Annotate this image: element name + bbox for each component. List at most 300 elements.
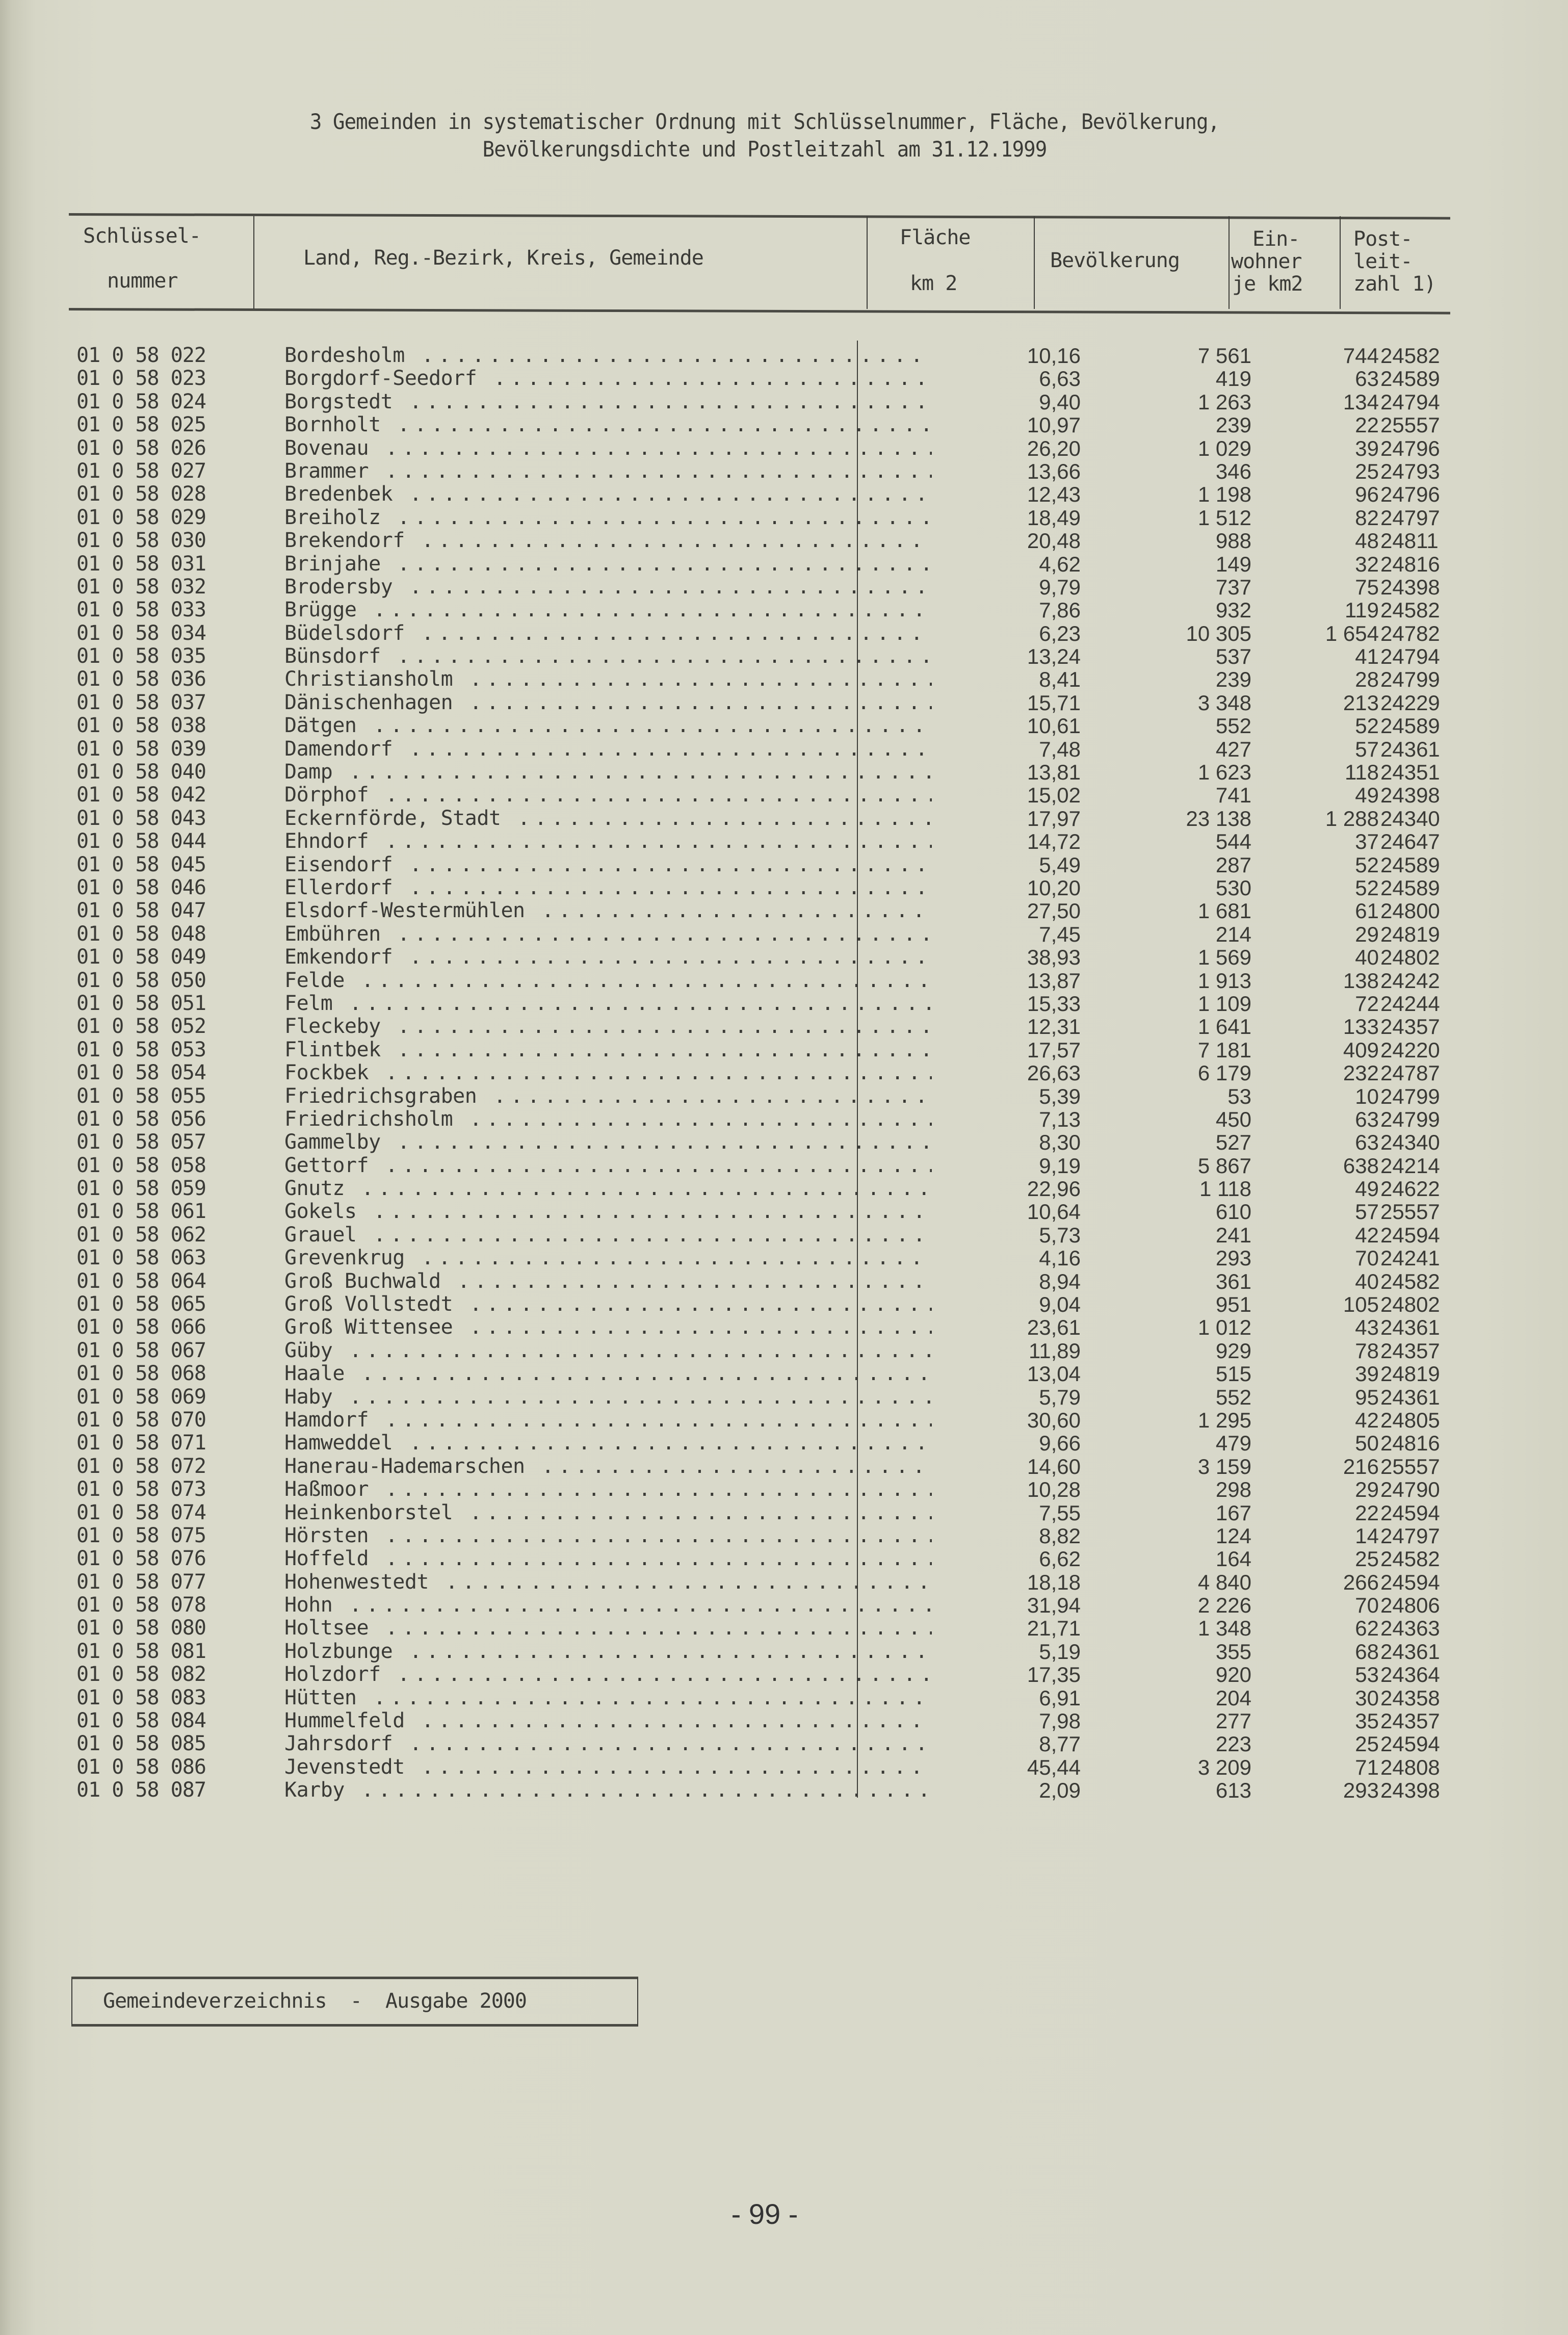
cell-population: 1 681 [1197,899,1251,923]
cell-key: 01 0 58 087 [76,1778,206,1802]
cell-postcode: 24357 [1380,1709,1440,1733]
cell-name: Hamweddel ..... [284,1432,932,1455]
table-header [69,213,1450,310]
cell-name: Hummelfeld ..... [284,1709,932,1732]
table-row [76,946,1453,969]
cell-area: 13,87 [1027,968,1081,993]
cell-population: 3 159 [1197,1454,1251,1478]
cell-density: 49 [1355,1177,1379,1201]
cell-name: Bovenau ..... [284,437,932,460]
cell-area: 22,96 [1027,1177,1081,1201]
footer-box [71,1977,638,2027]
cell-name: Hütten ..... [284,1687,932,1709]
cell-key: 01 0 58 084 [76,1709,206,1733]
table-row [76,1200,1453,1223]
cell-postcode: 24398 [1380,575,1440,599]
cell-name: Dätgen ..... [284,714,932,737]
cell-population: 1 263 [1197,390,1251,414]
cell-key: 01 0 58 071 [76,1431,206,1455]
cell-area: 8,41 [1039,667,1081,692]
cell-area: 5,79 [1039,1385,1081,1409]
cell-area: 12,31 [1027,1015,1081,1039]
cell-postcode: 24589 [1380,852,1440,877]
cell-area: 13,81 [1027,760,1081,785]
cell-postcode: 24819 [1380,1362,1440,1386]
cell-key: 01 0 58 086 [76,1755,206,1779]
cell-area: 7,55 [1039,1500,1081,1525]
cell-name: Jevenstedt ..... [284,1756,932,1779]
cell-area: 7,45 [1039,922,1081,946]
cell-key: 01 0 58 029 [76,505,206,529]
table-row [76,1154,1453,1177]
cell-area: 26,63 [1027,1061,1081,1085]
cell-key: 01 0 58 052 [76,1015,206,1039]
cell-name: Groß Buchwald ..... [284,1270,932,1293]
cell-postcode: 24398 [1380,1778,1440,1803]
cell-key: 01 0 58 024 [76,390,206,413]
table-row [76,1709,1453,1732]
cell-postcode: 24582 [1380,1269,1440,1293]
cell-population: 1 109 [1197,991,1251,1016]
table-row [76,1409,1453,1432]
cell-density: 118 [1345,760,1379,785]
cell-area: 10,20 [1027,875,1081,900]
cell-population: 2 226 [1197,1593,1251,1618]
cell-density: 119 [1345,598,1379,622]
cell-area: 26,20 [1027,436,1081,460]
cell-key: 01 0 58 076 [76,1547,206,1571]
cell-population: 1 569 [1197,945,1251,970]
cell-area: 4,16 [1039,1246,1081,1270]
cell-name: Gettorf ..... [284,1154,932,1177]
cell-postcode: 24794 [1380,644,1440,669]
cell-key: 01 0 58 050 [76,968,206,992]
cell-key: 01 0 58 070 [76,1408,206,1432]
cell-density: 57 [1355,737,1379,761]
cell-density: 28 [1355,667,1379,692]
cell-name: Bünsdorf ..... [284,645,932,668]
cell-name: Hoffeld ..... [284,1547,932,1570]
cell-density: 72 [1355,991,1379,1016]
cell-population: 167 [1215,1500,1251,1525]
cell-name: Dänischenhagen ..... [284,691,932,714]
cell-population: 419 [1215,367,1251,391]
cell-key: 01 0 58 075 [76,1523,206,1547]
cell-postcode: 24806 [1380,1593,1440,1618]
cell-postcode: 24793 [1380,459,1440,483]
cell-postcode: 24244 [1380,991,1440,1016]
cell-area: 13,24 [1027,644,1081,669]
cell-key: 01 0 58 028 [76,482,206,506]
cell-population: 241 [1215,1223,1251,1247]
cell-name: Elsdorf-Westermühlen ..... [284,899,932,922]
footer-label: Gemeindeverzeichnis - Ausgabe 2000 [103,1989,527,2013]
cell-key: 01 0 58 025 [76,413,206,437]
table-row [76,1617,1453,1640]
table-row [76,668,1453,691]
cell-postcode: 24797 [1380,1523,1440,1548]
cell-density: 68 [1355,1639,1379,1664]
cell-density: 1 654 [1325,621,1379,645]
cell-density: 70 [1355,1593,1379,1618]
cell-density: 22 [1355,1500,1379,1525]
cell-postcode: 24357 [1380,1015,1440,1039]
cell-area: 10,16 [1027,344,1081,368]
table-row [76,367,1453,390]
cell-name: Haßmoor ..... [284,1478,932,1501]
cell-key: 01 0 58 027 [76,459,206,483]
cell-area: 9,66 [1039,1431,1081,1456]
cell-key: 01 0 58 053 [76,1037,206,1061]
cell-key: 01 0 58 083 [76,1685,206,1709]
cell-area: 9,19 [1039,1153,1081,1178]
header-area-line1: Fläche [900,226,971,249]
cell-postcode: 24361 [1380,737,1440,761]
header-key-line1: Schlüssel- [83,224,201,248]
cell-population: 214 [1215,922,1251,946]
table-row [76,506,1453,529]
cell-key: 01 0 58 046 [76,875,206,899]
cell-density: 63 [1355,367,1379,391]
cell-density: 14 [1355,1523,1379,1548]
cell-area: 18,18 [1027,1570,1081,1594]
cell-population: 1 348 [1197,1616,1251,1641]
cell-density: 216 [1343,1454,1379,1478]
cell-area: 17,35 [1027,1663,1081,1687]
table-row [76,969,1453,992]
cell-density: 82 [1355,505,1379,530]
table-row [76,1131,1453,1154]
cell-postcode: 24363 [1380,1616,1440,1641]
cell-density: 63 [1355,1107,1379,1131]
cell-population: 1 295 [1197,1408,1251,1432]
cell-population: 1 623 [1197,760,1251,785]
cell-postcode: 24220 [1380,1037,1440,1062]
cell-density: 30 [1355,1685,1379,1710]
cell-density: 25 [1355,459,1379,483]
cell-density: 48 [1355,529,1379,553]
cell-area: 15,33 [1027,991,1081,1016]
table-row [76,553,1453,576]
cell-area: 31,94 [1027,1593,1081,1618]
cell-area: 8,30 [1039,1130,1081,1155]
cell-postcode: 25557 [1380,1200,1440,1224]
table-row [76,1687,1453,1709]
cell-name: Hohn ..... [284,1594,932,1617]
header-name: Land, Reg.-Bezirk, Kreis, Gemeinde [303,246,703,270]
cell-key: 01 0 58 068 [76,1362,206,1386]
cell-area: 30,60 [1027,1408,1081,1432]
cell-area: 14,60 [1027,1454,1081,1478]
table-row [76,1732,1453,1755]
table-row [76,344,1453,367]
cell-area: 12,43 [1027,482,1081,507]
cell-area: 8,77 [1039,1732,1081,1756]
cell-postcode: 24241 [1380,1246,1440,1270]
cell-name: Fleckeby ..... [284,1015,932,1038]
cell-density: 134 [1343,390,1379,414]
cell-population: 988 [1215,529,1251,553]
table-row [76,1640,1453,1663]
cell-name: Bornholt ..... [284,413,932,436]
table-row [76,1015,1453,1038]
cell-density: 40 [1355,945,1379,970]
table-row [76,1501,1453,1524]
cell-density: 39 [1355,436,1379,460]
cell-density: 1 288 [1325,806,1379,831]
cell-name: Holzbunge ..... [284,1640,932,1663]
cell-name: Ellerdorf ..... [284,876,932,899]
cell-population: 5 867 [1197,1153,1251,1178]
cell-postcode: 24357 [1380,1338,1440,1363]
cell-postcode: 24229 [1380,690,1440,715]
cell-area: 11,89 [1029,1338,1081,1363]
header-key-line2: nummer [107,269,178,293]
cell-postcode: 24594 [1380,1500,1440,1525]
cell-key: 01 0 58 038 [76,714,206,738]
cell-area: 10,64 [1027,1200,1081,1224]
cell-area: 5,39 [1039,1084,1081,1108]
cell-name: Holzdorf ..... [284,1663,932,1686]
cell-density: 42 [1355,1408,1379,1432]
cell-key: 01 0 58 048 [76,922,206,946]
cell-population: 7 561 [1197,344,1251,368]
cell-postcode: 24796 [1380,482,1440,507]
cell-key: 01 0 58 054 [76,1061,206,1085]
cell-postcode: 24214 [1380,1153,1440,1178]
cell-key: 01 0 58 026 [76,436,206,460]
cell-postcode: 24799 [1380,667,1440,692]
cell-density: 744 [1343,344,1379,368]
cell-key: 01 0 58 077 [76,1570,206,1594]
cell-area: 13,04 [1027,1362,1081,1386]
cell-key: 01 0 58 078 [76,1593,206,1617]
cell-name: Brekendorf ..... [284,529,932,552]
cell-population: 4 840 [1197,1570,1251,1594]
cell-population: 527 [1215,1130,1251,1155]
column-divider [1340,216,1341,309]
cell-key: 01 0 58 035 [76,644,206,668]
cell-key: 01 0 58 081 [76,1639,206,1663]
table-row [76,1270,1453,1293]
cell-name: Büdelsdorf ..... [284,622,932,645]
cell-name: Grevenkrug ..... [284,1247,932,1269]
cell-key: 01 0 58 073 [76,1477,206,1501]
cell-density: 40 [1355,1269,1379,1293]
cell-name: Gnutz ..... [284,1177,932,1200]
cell-population: 1 198 [1197,482,1251,507]
cell-population: 223 [1215,1732,1251,1756]
cell-population: 920 [1215,1663,1251,1687]
header-area-line2: km 2 [910,272,957,295]
table-row [76,391,1453,413]
cell-population: 537 [1215,644,1251,669]
cell-density: 25 [1355,1547,1379,1571]
table-row [76,1085,1453,1108]
cell-key: 01 0 58 043 [76,806,206,830]
cell-key: 01 0 58 059 [76,1177,206,1201]
cell-name: Grauel ..... [284,1224,932,1247]
cell-density: 105 [1343,1292,1379,1317]
cell-density: 25 [1355,1732,1379,1756]
cell-area: 45,44 [1027,1755,1081,1779]
header-top-rule [69,213,1450,220]
cell-density: 29 [1355,1477,1379,1502]
cell-population: 552 [1215,714,1251,738]
table-row [76,437,1453,460]
cell-density: 71 [1355,1755,1379,1779]
table-row [76,460,1453,483]
cell-density: 39 [1355,1362,1379,1386]
cell-area: 2,09 [1039,1778,1081,1803]
cell-key: 01 0 58 022 [76,344,206,367]
cell-postcode: 24361 [1380,1315,1440,1340]
cell-density: 138 [1343,968,1379,993]
cell-population: 544 [1215,829,1251,854]
cell-postcode: 24808 [1380,1755,1440,1779]
column-divider [867,216,868,309]
cell-key: 01 0 58 030 [76,529,206,553]
table-row [76,691,1453,714]
table-row [76,1108,1453,1131]
table-row [76,413,1453,436]
cell-name: Damp ..... [284,761,932,784]
table-row [76,853,1453,876]
cell-name: Eisendorf ..... [284,853,932,876]
cell-population: 293 [1215,1246,1251,1270]
cell-area: 7,48 [1039,737,1081,761]
cell-area: 23,61 [1027,1315,1081,1340]
cell-name: Eckernförde, Stadt ..... [284,807,932,830]
column-divider [1229,216,1230,309]
cell-postcode: 24582 [1380,344,1440,368]
cell-area: 7,86 [1039,598,1081,622]
table-row [76,876,1453,899]
cell-area: 13,66 [1027,459,1081,483]
cell-name: Karby ..... [284,1779,932,1802]
table-row [76,1362,1453,1385]
cell-area: 5,19 [1039,1639,1081,1664]
cell-population: 3 209 [1197,1755,1251,1779]
table-row [76,1432,1453,1455]
cell-key: 01 0 58 064 [76,1269,206,1293]
cell-postcode: 24589 [1380,875,1440,900]
cell-postcode: 25557 [1380,1454,1440,1478]
cell-postcode: 24819 [1380,922,1440,946]
cell-density: 29 [1355,922,1379,946]
cell-name: Dörphof ..... [284,784,932,807]
cell-key: 01 0 58 044 [76,829,206,853]
cell-population: 951 [1215,1292,1251,1317]
cell-density: 32 [1355,552,1379,576]
table-row [76,807,1453,830]
cell-population: 10 305 [1186,621,1251,645]
cell-key: 01 0 58 042 [76,783,206,807]
cell-postcode: 24816 [1380,552,1440,576]
cell-postcode: 24790 [1380,1477,1440,1502]
cell-name: Hamdorf ..... [284,1409,932,1432]
cell-key: 01 0 58 051 [76,991,206,1015]
column-divider [253,216,254,309]
cell-area: 21,71 [1027,1616,1081,1641]
cell-population: 427 [1215,737,1251,761]
cell-population: 6 179 [1197,1061,1251,1085]
cell-name: Gokels ..... [284,1200,932,1223]
cell-postcode: 24364 [1380,1663,1440,1687]
cell-name: Friedrichsholm ..... [284,1108,932,1131]
cell-density: 78 [1355,1338,1379,1363]
table-row [76,1316,1453,1339]
header-postcode-line3: zahl 1) [1353,272,1436,296]
cell-name: Groß Vollstedt ..... [284,1293,932,1316]
cell-area: 17,97 [1027,806,1081,831]
table-row [76,738,1453,761]
cell-name: Gammelby ..... [284,1131,932,1154]
cell-density: 266 [1343,1570,1379,1594]
table-row [76,1061,1453,1084]
table-row [76,1524,1453,1547]
cell-name: Jahrsdorf ..... [284,1732,932,1755]
cell-area: 4,62 [1039,552,1081,576]
cell-name: Hanerau-Hademarschen ..... [284,1455,932,1478]
cell-key: 01 0 58 031 [76,552,206,576]
cell-postcode: 24589 [1380,714,1440,738]
cell-key: 01 0 58 062 [76,1223,206,1247]
cell-key: 01 0 58 039 [76,737,206,761]
cell-key: 01 0 58 065 [76,1292,206,1316]
table-title [196,108,1334,163]
cell-density: 61 [1355,899,1379,923]
cell-area: 15,02 [1027,783,1081,808]
cell-postcode: 24582 [1380,598,1440,622]
cell-key: 01 0 58 074 [76,1500,206,1524]
cell-key: 01 0 58 085 [76,1732,206,1756]
table-row [76,1756,1453,1779]
cell-name: Fockbek ..... [284,1061,932,1084]
cell-postcode: 24594 [1380,1732,1440,1756]
table-row [76,529,1453,552]
cell-postcode: 24782 [1380,621,1440,645]
table-row [76,1039,1453,1061]
table-row [76,1177,1453,1200]
cell-area: 7,13 [1039,1107,1081,1131]
cell-postcode: 24340 [1380,1130,1440,1155]
cell-postcode: 24351 [1380,760,1440,785]
cell-population: 239 [1215,667,1251,692]
cell-name: Heinkenborstel ..... [284,1501,932,1524]
cell-postcode: 24594 [1380,1570,1440,1594]
header-population: Bevölkerung [1050,249,1180,272]
cell-population: 355 [1215,1639,1251,1664]
table-row [76,1571,1453,1594]
cell-key: 01 0 58 033 [76,598,206,622]
cell-postcode: 24358 [1380,1685,1440,1710]
header-density-line1: Ein- [1252,227,1300,251]
cell-area: 9,04 [1039,1292,1081,1317]
cell-name: Groß Wittensee ..... [284,1316,932,1339]
cell-population: 1 512 [1197,505,1251,530]
cell-postcode: 24398 [1380,783,1440,808]
header-postcode-line2: leit- [1353,250,1413,273]
cell-name: Christiansholm ..... [284,668,932,691]
cell-density: 22 [1355,413,1379,437]
table-body [76,344,1453,1802]
table-row [76,784,1453,807]
title-line-2: Bevölkerungsdichte und Postleitzahl am 31.12.1999 [482,137,1047,162]
cell-population: 239 [1215,413,1251,437]
table-row [76,1594,1453,1617]
cell-density: 293 [1343,1778,1379,1803]
